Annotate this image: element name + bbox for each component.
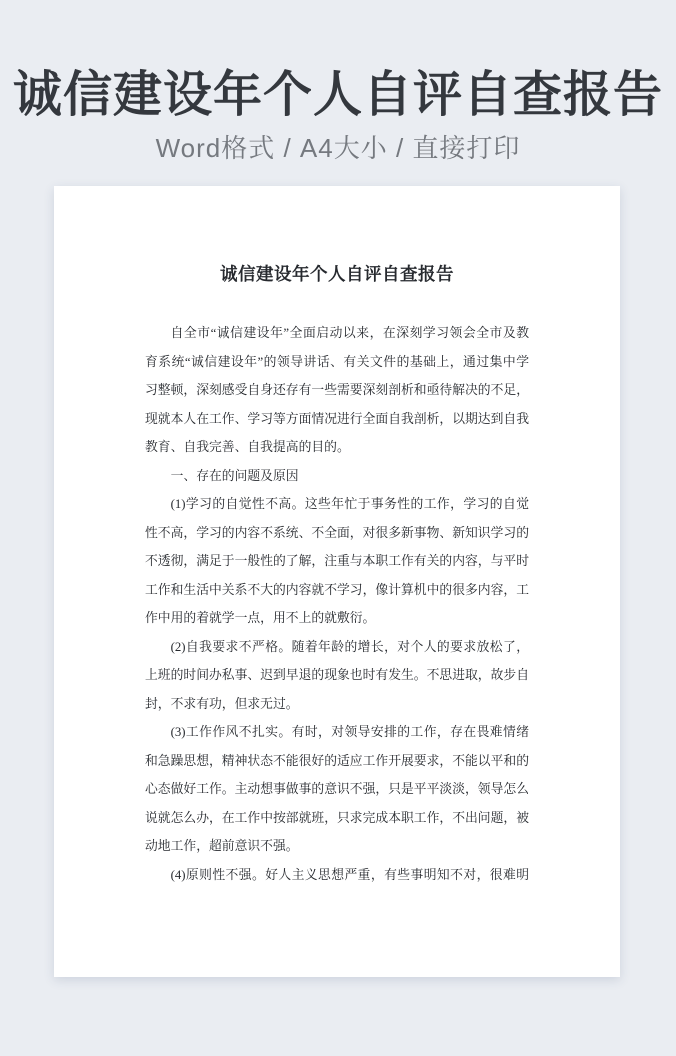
document-line: 育系统“诚信建设年”的领导讲话、有关文件的基础上，通过集中学 (145, 354, 529, 369)
document-paragraph (145, 490, 529, 633)
document-line: 习整顿，深刻感受自身还存有一些需要深刻剖析和亟待解决的不足， (145, 383, 529, 397)
document-paragraph (145, 319, 529, 462)
document-body (145, 319, 529, 889)
document-line: (2)自我要求不严格。随着年龄的增长，对个人的要求放松了， (170, 639, 529, 654)
document-line: 教育、自我完善、自我提高的目的。 (145, 440, 350, 454)
document-line: 自全市“诚信建设年”全面启动以来，在深刻学习领会全市及教 (170, 326, 529, 340)
document-line: 工作和生活中关系不大的内容就不学习，像计算机中的很多内容，工 (145, 582, 529, 597)
document-line: 作中用的着就学一点，用不上的就敷衍。 (145, 611, 376, 625)
document-line: 说就怎么办，在工作中按部就班，只求完成本职工作，不出问题，被 (145, 810, 529, 825)
document-line: 一、存在的问题及原因 (170, 468, 299, 483)
document-line: 心态做好工作。主动想事做事的意识不强，只是平平淡淡，领导怎么 (145, 782, 529, 796)
document-line: (4)原则性不强。好人主义思想严重，有些事明知不对，很难明 (170, 867, 529, 882)
document-line: 现就本人在工作、学习等方面情况进行全面自我剖析，以期达到自我 (145, 411, 529, 426)
document-page (54, 186, 620, 977)
document-line: 性不高，学习的内容不系统、不全面，对很多新事物、新知识学习的 (145, 525, 529, 540)
document-title: 诚信建设年个人自评自查报告 (220, 264, 454, 284)
page-title: 诚信建设年个人自评自查报告 (12, 68, 663, 122)
document-paragraph (145, 718, 529, 861)
document-line: 上班的时间办私事、迟到早退的现象也时有发生。不思进取，故步自 (145, 668, 529, 682)
document-line: (1)学习的自觉性不高。这些年忙于事务性的工作，学习的自觉 (170, 497, 529, 511)
document-line: 和急躁思想，精神状态不能很好的适应工作开展要求，不能以平和的 (145, 753, 529, 768)
document-line: 不透彻，满足于一般性的了解，注重与本职工作有关的内容，与平时 (145, 554, 529, 568)
document-line: (3)工作作风不扎实。有时，对领导安排的工作，存在畏难情绪 (170, 725, 529, 739)
document-paragraph (145, 861, 529, 890)
document-line: 动地工作，超前意识不强。 (145, 839, 299, 853)
page-subtitle: Word格式 / A4大小 / 直接打印 (155, 132, 521, 163)
document-line: 封，不求有功，但求无过。 (145, 696, 299, 711)
document-paragraph (145, 633, 529, 719)
preview-header (0, 0, 676, 165)
document-paragraph (145, 462, 529, 491)
